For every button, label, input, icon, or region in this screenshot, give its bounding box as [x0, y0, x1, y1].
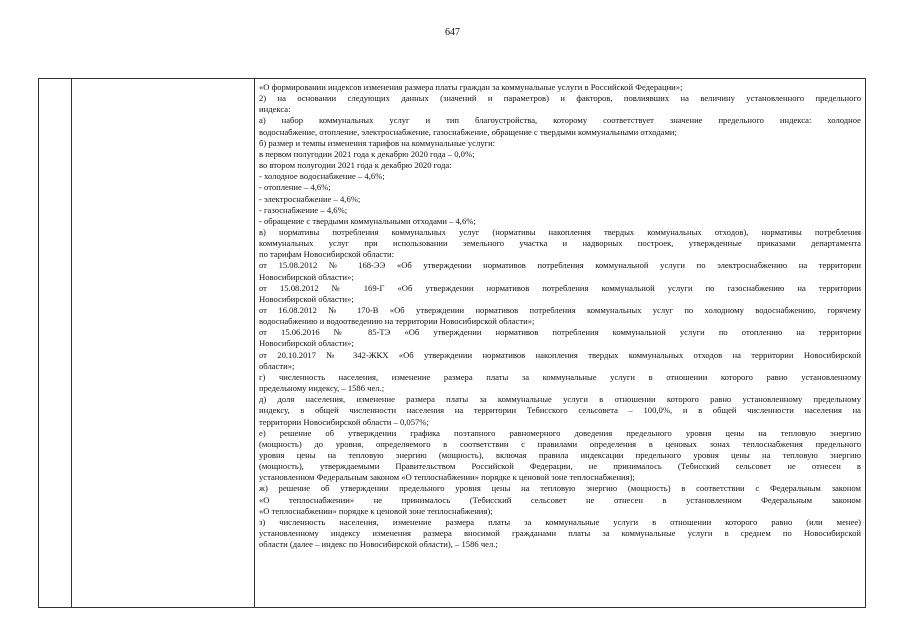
table-column-title: [72, 79, 255, 607]
text-line: д) доля населения, изменение размера платы за коммунальные услуги в отношении которого равно установленному предельному: [259, 394, 861, 405]
text-line: установленном Федеральным законом «О теплоснабжении» порядке к ценовой зоне теплоснабжения);: [259, 472, 635, 483]
document-table: [38, 78, 866, 608]
text-line: Новосибирской области»;: [259, 271, 354, 282]
text-line: Новосибирской области»;: [259, 293, 354, 304]
text-line: уровня цены на тепловую энергию (мощность), включая правила индексации предельного уровня цены на тепловую энергию: [259, 449, 861, 460]
text-line: «О теплоснабжении» не принималось (Тебисский сельсовет не отнесен в установленном Федеральным законом: [259, 494, 861, 505]
text-line: - электроснабжение – 4,6%;: [259, 193, 361, 204]
text-line: - газоснабжение – 4,6%;: [259, 204, 348, 215]
text-line: б) размер и темпы изменения тарифов на коммунальные услуги:: [259, 137, 496, 148]
text-line: в) нормативы потребления коммунальных услуг (нормативы накопления твердых коммунальных отходов), нормативы потребления: [259, 227, 861, 237]
text-line: по тарифам Новосибирской области:: [259, 249, 394, 260]
text-line: индекса:: [259, 104, 291, 115]
table-column-content: [255, 79, 865, 607]
page-number: 647: [445, 27, 460, 38]
table-column-number: [39, 79, 72, 607]
text-line: в первом полугодии 2021 года к декабрю 2020 года – 0,0%;: [259, 148, 475, 159]
text-line: ж) решение об утверждении предельного уровня цены на тепловую энергию (мощность) в соответствии с Федеральным законом: [259, 483, 861, 494]
text-line: индексу, в общей численности населения на территории Тебисского сельсовета – 100,0%, и в общей численности населения на: [259, 405, 861, 416]
text-line: территории Новосибирской области – 0,057%;: [259, 416, 429, 427]
text-line: (мощность), утверждаемыми Правительством Российской Федерации, не принималось (Тебисский сельсовет не отнесен в: [259, 461, 861, 472]
text-line: «О формировании индексов изменения размера платы граждан за коммунальные услуги в Российской Федерации»;: [259, 82, 683, 92]
text-line: - отопление – 4,6%;: [259, 182, 331, 193]
text-line: области (далее – индекс по Новосибирской области), – 1586 чел.;: [259, 539, 498, 550]
text-line: области»;: [259, 360, 295, 371]
text-line: (мощность) до уровня, определяемого в соответствии с правилами определения в ценовых зонах теплоснабжения предельного: [259, 438, 861, 449]
text-line: а) набор коммунальных услуг и тип благоустройства, которому соответствует значение предельного индекса: холодное: [259, 115, 861, 126]
text-line: Новосибирской области»;: [259, 338, 354, 349]
text-line: «О теплоснабжении» порядке к ценовой зоне теплоснабжения);: [259, 505, 493, 516]
text-line: з) численность населения, изменение размера платы за коммунальные услуги в отношении которого равно (или менее): [259, 516, 861, 527]
text-line: от 15.08.2012 № 169-Г «Об утверждении нормативов потребления коммунальной услуги по газоснабжению на территории: [259, 282, 861, 293]
text-line: 2) на основании следующих данных (значений и параметров) и факторов, повлиявших на величину установленного предельного: [259, 93, 861, 104]
text-line: е) решение об утверждении графика поэтапного равномерного доведения предельного уровня цены на тепловую энергию: [259, 427, 861, 438]
text-line: коммунальных услуг при использовании земельного участка и надворных построек, утвержденные приказами департамента: [259, 238, 861, 249]
text-line: - холодное водоснабжение – 4,6%;: [259, 171, 385, 182]
text-line: г) численность населения, изменение размера платы за коммунальные услуги в отношении которого равно установленному: [259, 371, 861, 382]
text-line: - обращение с твердыми коммунальными отходами – 4,6%;: [259, 215, 476, 226]
text-line: во втором полугодии 2021 года к декабрю 2020 года:: [259, 160, 452, 171]
text-line: от 15.08.2012 № 168-ЭЭ «Об утверждении нормативов потребления коммунальной услуги по электроснабжению на территории: [259, 260, 861, 271]
text-line: водоснабжению и водоотведению на территории Новосибирской области»;: [259, 316, 535, 327]
text-line: водоснабжение, отопление, электроснабжение, газоснабжение, обращение с твердыми коммунальными отходами;: [259, 126, 677, 137]
text-line: от 15.06.2016 № 85-ТЭ «Об утверждении нормативов потребления коммунальной услуги по отоплению на территории: [259, 327, 861, 338]
text-line: от 16.08.2012 № 170-В «Об утверждении нормативов потребления коммунальных услуг по холодному водоснабжению, горячему: [259, 305, 861, 316]
text-line: от 20.10.2017 № 342-ЖКХ «Об утверждении нормативов накопления твердых коммунальных отходов на территории Новосибирской: [259, 349, 861, 360]
text-line: установленному индексу изменения размера вносимой гражданами платы за коммунальные услуги в среднем по Новосибирской: [259, 527, 861, 538]
text-line: предельному индексу, – 1586 чел.;: [259, 383, 385, 394]
